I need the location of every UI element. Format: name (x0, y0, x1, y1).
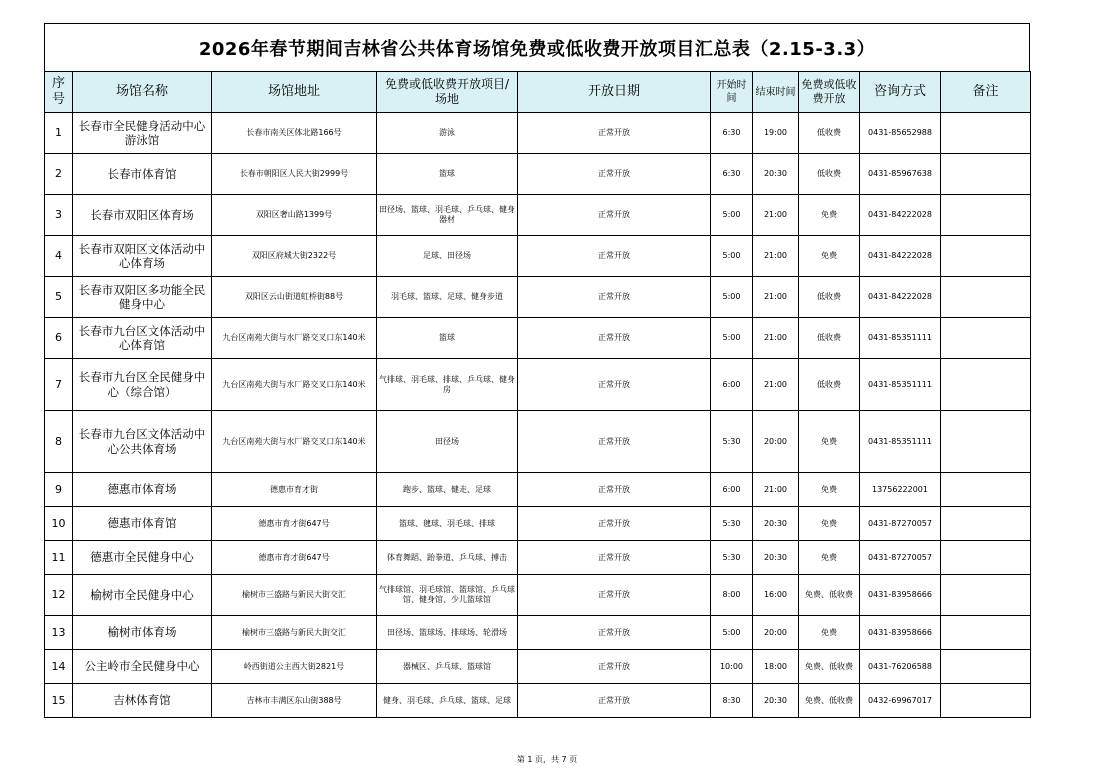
cell-end: 16:00 (753, 575, 799, 616)
cell-project: 游泳 (377, 113, 518, 154)
cell-address: 岭西街道公主西大街2821号 (212, 650, 377, 684)
cell-fee: 免费 (799, 507, 860, 541)
cell-fee: 免费 (799, 195, 860, 236)
cell-no: 2 (45, 154, 73, 195)
cell-project: 田径场 (377, 411, 518, 473)
cell-fee: 免费 (799, 411, 860, 473)
cell-no: 10 (45, 507, 73, 541)
cell-remark (941, 113, 1031, 154)
cell-end: 20:00 (753, 411, 799, 473)
table-body (45, 113, 1031, 718)
cell-address: 长春市朝阳区人民大街2999号 (212, 154, 377, 195)
cell-name: 长春市双阳区多功能全民健身中心 (73, 277, 212, 318)
cell-project: 气排球、羽毛球、排球、乒乓球、健身房 (377, 359, 518, 411)
header-fee: 免费或低收费开放 (799, 72, 860, 113)
cell-project: 篮球 (377, 154, 518, 195)
cell-start: 6:30 (711, 113, 753, 154)
page-footer: 第 1 页，共 7 页 (516, 755, 578, 764)
cell-project: 气排球馆、羽毛球馆、篮球馆、乒乓球馆、健身馆、少儿篮球馆 (377, 575, 518, 616)
cell-no: 5 (45, 277, 73, 318)
cell-contact: 0431-76206588 (860, 650, 941, 684)
cell-date: 正常开放 (518, 575, 711, 616)
table-row (45, 318, 1031, 359)
cell-no: 1 (45, 113, 73, 154)
cell-address: 双阳区府城大街2322号 (212, 236, 377, 277)
cell-start: 5:00 (711, 318, 753, 359)
cell-address: 榆树市三盛路与新民大街交汇 (212, 575, 377, 616)
cell-remark (941, 541, 1031, 575)
cell-remark (941, 318, 1031, 359)
cell-address: 双阳区云山街道虹桥街88号 (212, 277, 377, 318)
cell-fee: 免费、低收费 (799, 575, 860, 616)
table-row (45, 575, 1031, 616)
cell-start: 6:00 (711, 473, 753, 507)
cell-address: 九台区南苑大街与水厂路交叉口东140米 (212, 411, 377, 473)
cell-date: 正常开放 (518, 236, 711, 277)
table-row (45, 411, 1031, 473)
cell-date: 正常开放 (518, 650, 711, 684)
cell-project: 篮球 (377, 318, 518, 359)
cell-remark (941, 473, 1031, 507)
cell-remark (941, 277, 1031, 318)
cell-date: 正常开放 (518, 318, 711, 359)
cell-project: 篮球、毽球、羽毛球、排球 (377, 507, 518, 541)
cell-project: 体育舞蹈、跆拳道、乒乓球、搏击 (377, 541, 518, 575)
table-row (45, 195, 1031, 236)
cell-no: 13 (45, 616, 73, 650)
cell-date: 正常开放 (518, 113, 711, 154)
cell-date: 正常开放 (518, 541, 711, 575)
cell-name: 榆树市全民健身中心 (73, 575, 212, 616)
cell-fee: 免费、低收费 (799, 684, 860, 718)
cell-end: 20:30 (753, 154, 799, 195)
cell-project: 健身、羽毛球、乒乓球、篮球、足球 (377, 684, 518, 718)
cell-end: 19:00 (753, 113, 799, 154)
cell-contact: 0431-84222028 (860, 195, 941, 236)
cell-start: 5:30 (711, 411, 753, 473)
cell-end: 21:00 (753, 473, 799, 507)
cell-remark (941, 195, 1031, 236)
cell-no: 7 (45, 359, 73, 411)
cell-start: 6:30 (711, 154, 753, 195)
spreadsheet (44, 23, 1030, 718)
cell-name: 吉林体育馆 (73, 684, 212, 718)
cell-end: 20:30 (753, 507, 799, 541)
cell-contact: 0431-85652988 (860, 113, 941, 154)
cell-no: 14 (45, 650, 73, 684)
cell-contact: 0431-84222028 (860, 236, 941, 277)
cell-fee: 免费 (799, 616, 860, 650)
cell-no: 3 (45, 195, 73, 236)
cell-name: 长春市九台区全民健身中心（综合馆） (73, 359, 212, 411)
cell-remark (941, 650, 1031, 684)
cell-name: 榆树市体育场 (73, 616, 212, 650)
cell-date: 正常开放 (518, 473, 711, 507)
cell-no: 12 (45, 575, 73, 616)
header-row (45, 72, 1031, 113)
cell-fee: 低收费 (799, 277, 860, 318)
header-date: 开放日期 (518, 72, 711, 113)
table-title: 2026年春节期间吉林省公共体育场馆免费或低收费开放项目汇总表（2.15-3.3） (44, 23, 1030, 71)
cell-project: 田径场、篮球场、排球场、轮滑场 (377, 616, 518, 650)
cell-address: 德惠市育才街647号 (212, 507, 377, 541)
table-row (45, 154, 1031, 195)
cell-project: 器械区、乒乓球、篮球馆 (377, 650, 518, 684)
cell-start: 5:00 (711, 195, 753, 236)
cell-start: 8:00 (711, 575, 753, 616)
cell-start: 6:00 (711, 359, 753, 411)
cell-date: 正常开放 (518, 195, 711, 236)
cell-fee: 低收费 (799, 154, 860, 195)
cell-name: 长春市体育馆 (73, 154, 212, 195)
cell-project: 羽毛球、篮球、足球、健身步道 (377, 277, 518, 318)
table-row (45, 359, 1031, 411)
cell-project: 田径场、篮球、羽毛球、乒乓球、健身器材 (377, 195, 518, 236)
cell-start: 8:30 (711, 684, 753, 718)
table-row (45, 650, 1031, 684)
cell-start: 5:00 (711, 616, 753, 650)
cell-end: 21:00 (753, 236, 799, 277)
cell-fee: 低收费 (799, 318, 860, 359)
table-row (45, 616, 1031, 650)
cell-address: 榆树市三盛路与新民大街交汇 (212, 616, 377, 650)
cell-fee: 免费 (799, 236, 860, 277)
cell-fee: 低收费 (799, 359, 860, 411)
cell-address: 吉林市丰满区东山街388号 (212, 684, 377, 718)
cell-contact: 0431-84222028 (860, 277, 941, 318)
cell-end: 21:00 (753, 195, 799, 236)
cell-fee: 免费、低收费 (799, 650, 860, 684)
cell-start: 10:00 (711, 650, 753, 684)
cell-name: 长春市双阳区体育场 (73, 195, 212, 236)
header-no: 序号 (45, 72, 73, 113)
cell-name: 长春市双阳区文体活动中心体育场 (73, 236, 212, 277)
cell-date: 正常开放 (518, 411, 711, 473)
header-name: 场馆名称 (73, 72, 212, 113)
table-row (45, 473, 1031, 507)
cell-no: 11 (45, 541, 73, 575)
cell-date: 正常开放 (518, 684, 711, 718)
cell-contact: 0431-85967638 (860, 154, 941, 195)
table-row (45, 507, 1031, 541)
cell-remark (941, 236, 1031, 277)
cell-contact: 0431-85351111 (860, 411, 941, 473)
cell-remark (941, 507, 1031, 541)
cell-contact: 0431-85351111 (860, 318, 941, 359)
cell-end: 20:30 (753, 541, 799, 575)
cell-address: 德惠市育才街 (212, 473, 377, 507)
cell-remark (941, 411, 1031, 473)
cell-address: 九台区南苑大街与水厂路交叉口东140米 (212, 359, 377, 411)
cell-address: 双阳区奢山路1399号 (212, 195, 377, 236)
cell-contact: 0431-83958666 (860, 575, 941, 616)
cell-end: 21:00 (753, 359, 799, 411)
header-address: 场馆地址 (212, 72, 377, 113)
cell-no: 15 (45, 684, 73, 718)
summary-table (44, 71, 1031, 718)
cell-project: 足球、田径场 (377, 236, 518, 277)
cell-contact: 0431-85351111 (860, 359, 941, 411)
cell-remark (941, 154, 1031, 195)
cell-start: 5:30 (711, 541, 753, 575)
cell-date: 正常开放 (518, 154, 711, 195)
cell-contact: 13756222001 (860, 473, 941, 507)
cell-no: 6 (45, 318, 73, 359)
cell-address: 德惠市育才街647号 (212, 541, 377, 575)
cell-remark (941, 616, 1031, 650)
table-row (45, 277, 1031, 318)
cell-start: 5:00 (711, 277, 753, 318)
cell-date: 正常开放 (518, 277, 711, 318)
header-end: 结束时间 (753, 72, 799, 113)
table-row (45, 236, 1031, 277)
cell-fee: 免费 (799, 541, 860, 575)
cell-no: 9 (45, 473, 73, 507)
cell-remark (941, 684, 1031, 718)
cell-end: 20:30 (753, 684, 799, 718)
cell-remark (941, 359, 1031, 411)
table-row (45, 684, 1031, 718)
cell-no: 4 (45, 236, 73, 277)
cell-contact: 0431-87270057 (860, 507, 941, 541)
cell-name: 德惠市体育场 (73, 473, 212, 507)
cell-contact: 0431-87270057 (860, 541, 941, 575)
header-start: 开始时间 (711, 72, 753, 113)
cell-start: 5:30 (711, 507, 753, 541)
cell-end: 20:00 (753, 616, 799, 650)
cell-date: 正常开放 (518, 507, 711, 541)
cell-end: 18:00 (753, 650, 799, 684)
cell-end: 21:00 (753, 318, 799, 359)
cell-name: 公主岭市全民健身中心 (73, 650, 212, 684)
cell-project: 跑步、篮球、健走、足球 (377, 473, 518, 507)
header-contact: 咨询方式 (860, 72, 941, 113)
cell-end: 21:00 (753, 277, 799, 318)
cell-fee: 免费 (799, 473, 860, 507)
cell-contact: 0432-69967017 (860, 684, 941, 718)
header-project: 免费或低收费开放项目/场地 (377, 72, 518, 113)
cell-date: 正常开放 (518, 616, 711, 650)
cell-address: 九台区南苑大街与水厂路交叉口东140米 (212, 318, 377, 359)
cell-address: 长春市南关区体北路166号 (212, 113, 377, 154)
header-remark: 备注 (941, 72, 1031, 113)
cell-name: 长春市全民健身活动中心游泳馆 (73, 113, 212, 154)
cell-name: 长春市九台区文体活动中心公共体育场 (73, 411, 212, 473)
cell-remark (941, 575, 1031, 616)
cell-start: 5:00 (711, 236, 753, 277)
cell-name: 德惠市体育馆 (73, 507, 212, 541)
table-row (45, 113, 1031, 154)
cell-fee: 低收费 (799, 113, 860, 154)
cell-name: 长春市九台区文体活动中心体育馆 (73, 318, 212, 359)
table-row (45, 541, 1031, 575)
cell-date: 正常开放 (518, 359, 711, 411)
cell-contact: 0431-83958666 (860, 616, 941, 650)
cell-name: 德惠市全民健身中心 (73, 541, 212, 575)
cell-no: 8 (45, 411, 73, 473)
